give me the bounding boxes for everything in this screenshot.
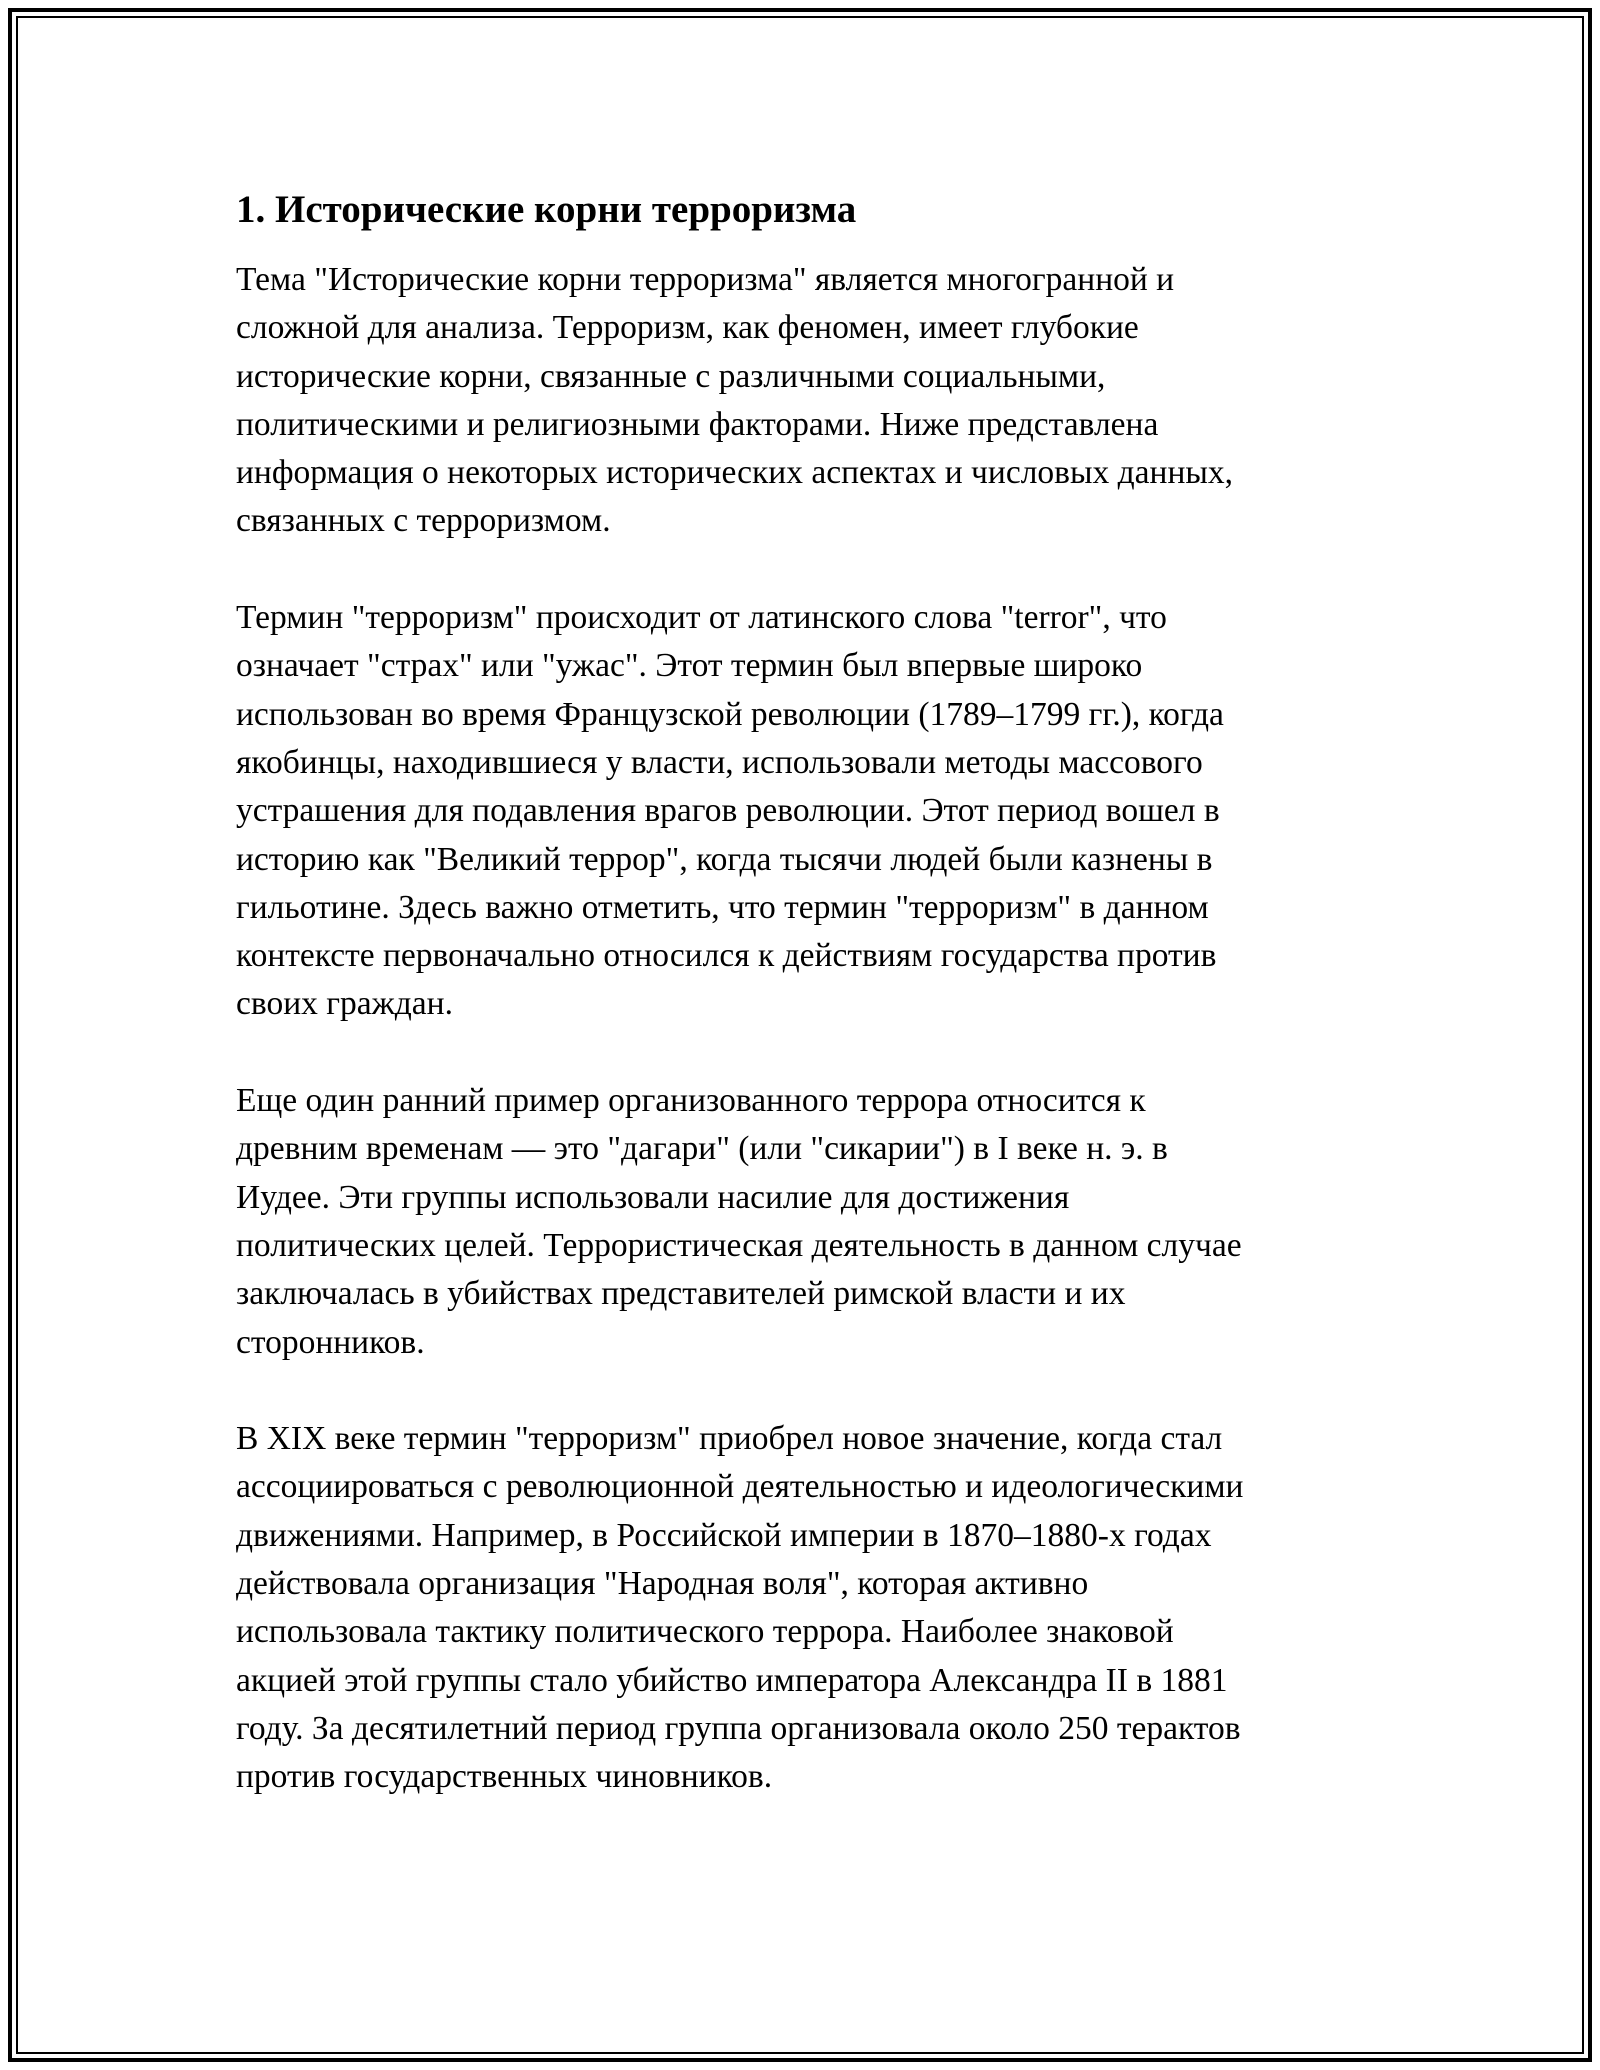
paragraph-line: Иудее. Эти группы использовали насилие для достижения [236,1178,1070,1216]
paragraph-intro [236,256,1366,546]
paragraph-line: исторические корни, связанные с различными социальными, [236,357,1106,395]
paragraph-19th-century [236,1415,1366,1801]
paragraph-line: сложной для анализа. Терроризм, как феномен, имеет глубокие [236,309,1139,347]
paragraph-line: историю как "Великий террор", когда тысячи людей были казнены в [236,840,1213,878]
paragraph-line: древним временам — это "дагари" (или "сикарии") в I веке н. э. в [236,1130,1168,1168]
paragraph-line: устрашения для подавления врагов революции. Этот период вошел в [236,792,1220,830]
paragraph-line: означает "страх" или "ужас". Этот термин был впервые широко [236,647,1143,685]
paragraph-line: политическими и религиозными факторами. Ниже представлена [236,405,1159,443]
paragraph-line: году. За десятилетний период группа организовала около 250 терактов [236,1709,1241,1747]
paragraph-line: информация о некоторых исторических аспектах и числовых данных, [236,454,1234,492]
section-heading: 1. Исторические корни терроризма [236,188,857,231]
paragraph-line: заключалась в убийствах представителей римской власти и их [236,1275,1126,1313]
paragraph-line: акцией этой группы стало убийство императора Александра II в 1881 [236,1661,1228,1699]
paragraph-ancient-examples [236,1077,1366,1367]
paragraph-line: действовала организация "Народная воля", которая активно [236,1565,1089,1603]
paragraph-line: ассоциироваться с революционной деятельностью и идеологическими [236,1468,1244,1506]
paragraph-line: использовала тактику политического террора. Наиболее знаковой [236,1613,1174,1651]
document-body [236,186,1366,1850]
paragraph-line: Еще один ранний пример организованного террора относится к [236,1082,1146,1120]
paragraph-line: политических целей. Террористическая деятельность в данном случае [236,1226,1242,1264]
paragraph-line: сторонников. [236,1323,425,1361]
paragraph-line: движениями. Например, в Российской империи в 1870–1880-х годах [236,1516,1212,1554]
paragraph-line: своих граждан. [236,985,453,1023]
paragraph-line: связанных с терроризмом. [236,502,611,540]
paragraph-line: контексте первоначально относился к действиям государства против [236,937,1217,975]
paragraph-line: использован во время Французской революции (1789–1799 гг.), когда [236,695,1224,733]
paragraph-line: гильотине. Здесь важно отметить, что термин "терроризм" в данном [236,888,1209,926]
paragraph-line: против государственных чиновников. [236,1758,773,1796]
paragraph-line: Тема "Исторические корни терроризма" является многогранной и [236,261,1175,298]
paragraph-line: В XIX веке термин "терроризм" приобрел новое значение, когда стал [236,1420,1223,1458]
paragraph-line: Термин "терроризм" происходит от латинского слова "terror", что [236,599,1167,637]
paragraph-term-origin [236,594,1366,1029]
paragraph-line: якобинцы, находившиеся у власти, использовали методы массового [236,743,1203,781]
